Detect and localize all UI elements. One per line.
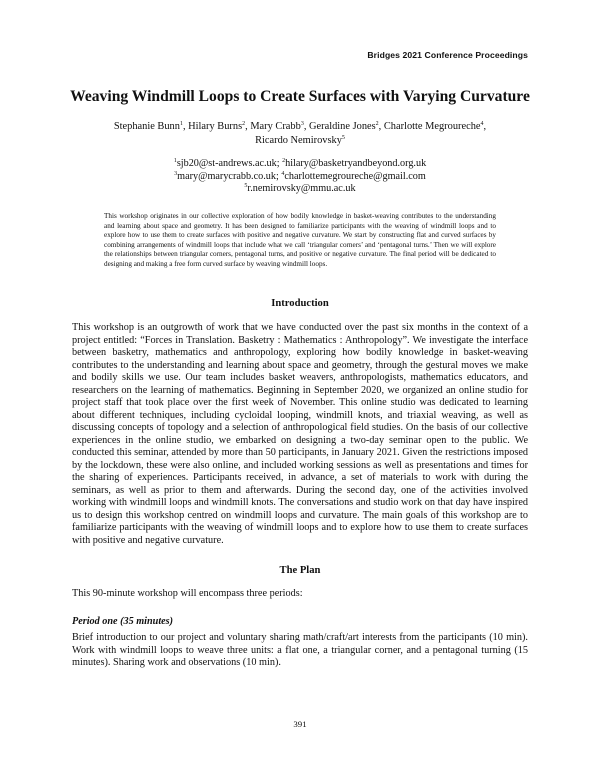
email-affiliation-mark: 2: [282, 158, 286, 164]
author-list: [80, 120, 520, 148]
email-address: charlottemegroureche@gmail.com: [284, 170, 426, 182]
period-one-heading: Period one (35 minutes): [72, 616, 174, 627]
plan-heading: The Plan: [279, 565, 321, 576]
author-affiliation-mark: 4: [480, 121, 484, 127]
author-separator: ,: [483, 121, 487, 132]
email-address: r.nemirovsky@mmu.ac.uk: [247, 183, 356, 195]
author-name: Mary Crabb: [250, 121, 301, 132]
email-line: [100, 158, 500, 171]
abstract: This workshop originates in our collective exploration of how bodily knowledge in basket-weaving contributes to the understanding and learning about space and geometry. It has been designed to familiarize participants with the weaving of windmill loops and to explore how to use them to create surfaces with positive and negative curvature. We start by constructing flat and curved surfaces by combining arrangements of windmill loops that include what we call ‘triangular corners’ and ‘pentagonal turns.’ Then we will explore the relationships between triangular corners, pentagonal turns, and positive or negative curvature. The final period will be dedicated to designing and making a free form curved surface by weaving windmill loops.: [104, 212, 496, 268]
author-affiliation-mark: 2: [242, 121, 246, 127]
author-separator: ,: [378, 121, 384, 132]
author-affiliation-mark: 2: [375, 121, 379, 127]
author-name: Charlotte Megroureche: [383, 121, 481, 132]
email-affiliation-mark: 3: [174, 170, 178, 177]
author-separator: ,: [303, 121, 310, 132]
email-address: sjb20@st-andrews.ac.uk;: [176, 158, 283, 169]
paper-title: Weaving Windmill Loops to Create Surfaces with Varying Curvature: [70, 88, 530, 105]
author-line-1: [80, 120, 520, 134]
introduction-heading: Introduction: [271, 298, 329, 309]
running-head: Bridges 2021 Conference Proceedings: [367, 50, 528, 60]
author-emails: [100, 158, 500, 196]
page-number: 391: [293, 719, 307, 729]
author-name: Ricardo Nemirovsky: [255, 135, 342, 146]
author-line-2: [80, 134, 520, 148]
email-line: [100, 171, 500, 184]
author-separator: ,: [182, 121, 189, 132]
author-name: Geraldine Jones: [309, 121, 376, 132]
email-affiliation-mark: 5: [244, 183, 248, 190]
author-name: Stephanie Bunn: [113, 121, 180, 132]
email-line: [100, 183, 500, 196]
period-one-body: Brief introduction to our project and voluntary sharing math/craft/art interests from the participants (10 min). Work with windmill loops to weave three units: a flat one, a triangular corner, and a pentagonal turning (15 minutes). Sharing work and observations (10 min).: [72, 632, 528, 668]
plan-intro: This 90-minute workshop will encompass three periods:: [72, 588, 303, 599]
author-separator: ,: [245, 121, 251, 132]
email-affiliation-mark: 4: [281, 170, 285, 177]
author-affiliation-mark: 1: [179, 121, 183, 127]
author-name: Hilary Burns: [188, 121, 243, 132]
email-address: mary@marycrabb.co.uk;: [177, 170, 282, 182]
author-affiliation-mark: 3: [300, 121, 304, 127]
email-address: hilary@basketryandbeyond.org.uk: [285, 158, 427, 169]
email-affiliation-mark: 1: [173, 158, 177, 164]
introduction-body: This workshop is an outgrowth of work that we have conducted over the past six months in the context of a project entitled: “Forces in Translation. Basketry : Mathematics : Anthropology”. We investigate the interface between basketry, mathematics and anthropology, exploring how bodily knowledge in basket-weaving contributes to the understanding and learning about space and geometry, through the gestural moves we make and bodily skills we use. Our team includes basket weavers, anthropologists, mathematics educators, and researchers on the learning of mathematics. Beginning in September 2020, we organized an online studio for project staff that took place over the first week of November. This online studio was dedicated to learning about different techniques, including cycloidal looping, windmill knots, and triaxial weaving, as well as discussing concepts of topology and a selection of anthropological field studies. On the basis of our collective experiences in the online studio, we embarked on designing a two-day seminar open to the public. We conducted this seminar, attended by more than 50 participants, in January 2021. Given the restrictions imposed by the lockdown, these were also online, and included working sessions as well as presentations and times for the sharing of experiences. Participants received, in advance, a set of materials to work with during the seminars, as well as prior to them and afterwards. During the second day, one of the activities involved working with windmill loops and windmill knots. The conversations and studio work on that day have inspired us to design this workshop centred on windmill loops and curvature. The main goals of this workshop are to familiarize participants with the weaving of windmill loops and to explore how to use them to create surfaces with positive and negative curvature.: [72, 322, 528, 546]
author-affiliation-mark: 5: [341, 135, 345, 141]
